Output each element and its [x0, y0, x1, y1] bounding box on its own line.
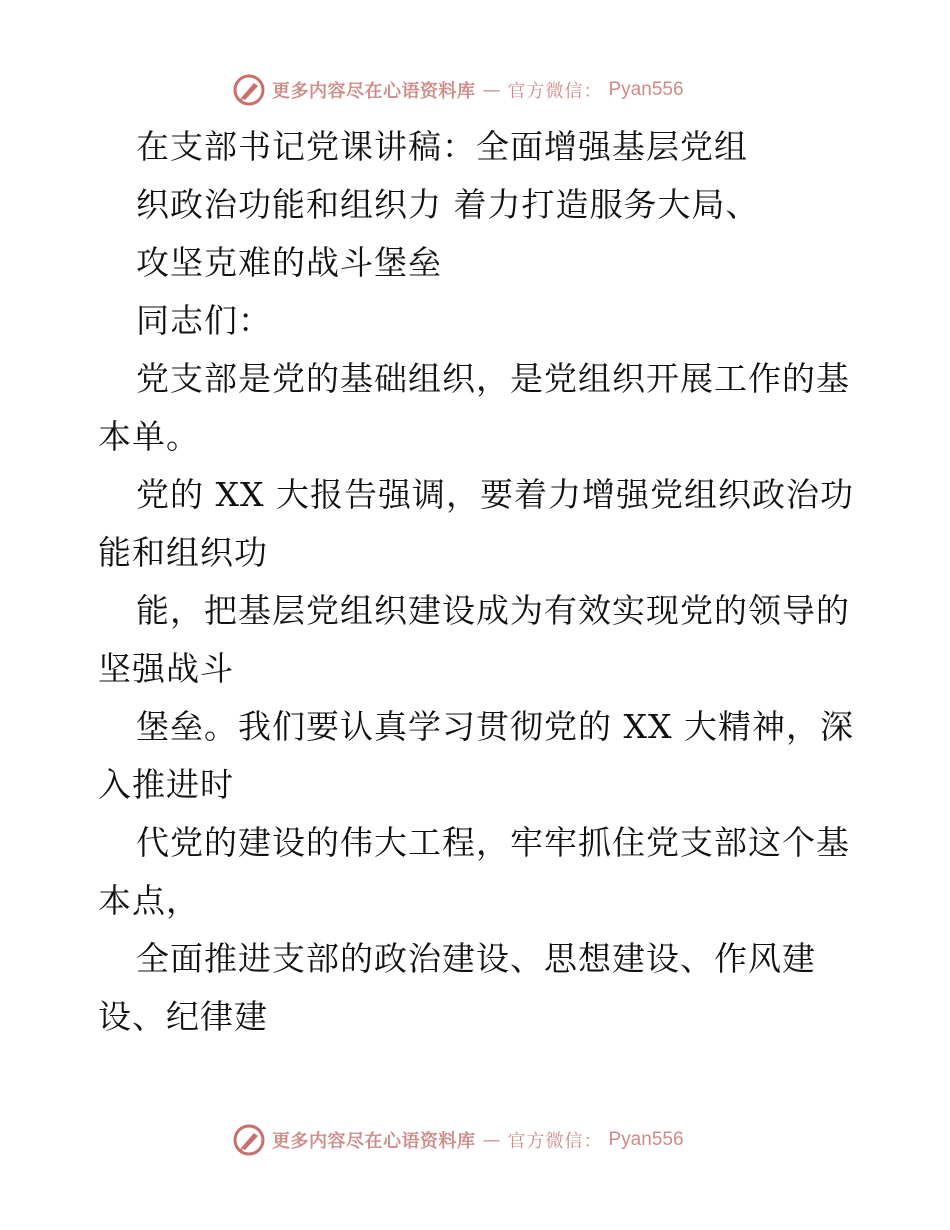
watermark-dash: — — [482, 1129, 501, 1151]
header-watermark — [232, 72, 684, 108]
body-line: 本单。 — [98, 417, 200, 456]
salutation: 同志们： — [136, 301, 272, 340]
body-line: 能，把基层党组织建设成为有效实现党的领导的 — [136, 591, 850, 630]
pen-logo-icon — [232, 1123, 266, 1157]
watermark-official-text: 官方微信： — [507, 81, 603, 102]
body-line: 堡垒。我们要认真学习贯彻党的 XX 大精神，深 — [136, 707, 854, 746]
watermark-official-text: 官方微信： — [507, 1131, 603, 1152]
pen-logo-icon — [232, 73, 266, 107]
title-line-2: 织政治功能和组织力 着力打造服务大局、 — [136, 185, 760, 224]
watermark-dash: — — [482, 79, 501, 101]
body-line: 本点， — [98, 881, 200, 920]
body-line: 全面推进支部的政治建设、思想建设、作风建 — [136, 939, 816, 978]
title-line-3: 攻坚克难的战斗堡垒 — [136, 243, 442, 282]
footer-watermark — [232, 1122, 684, 1158]
body-line: 党支部是党的基础组织，是党组织开展工作的基 — [136, 359, 850, 398]
body-line: 入推进时 — [98, 765, 234, 804]
document-body — [98, 118, 858, 1046]
title-line-1: 在支部书记党课讲稿：全面增强基层党组 — [136, 127, 748, 166]
watermark-brand-text: 更多内容尽在心语资料库 — [272, 81, 476, 102]
watermark-brand-text: 更多内容尽在心语资料库 — [272, 1131, 476, 1152]
body-line: 坚强战斗 — [98, 649, 234, 688]
watermark-wechat-id: Pyan556 — [608, 1129, 684, 1150]
body-line: 党的 XX 大报告强调，要着力增强党组织政治功 — [136, 475, 854, 514]
body-line: 能和组织功 — [98, 533, 268, 572]
body-line: 设、纪律建 — [98, 997, 268, 1036]
body-line: 代党的建设的伟大工程，牢牢抓住党支部这个基 — [136, 823, 850, 862]
watermark-wechat-id: Pyan556 — [608, 79, 684, 100]
